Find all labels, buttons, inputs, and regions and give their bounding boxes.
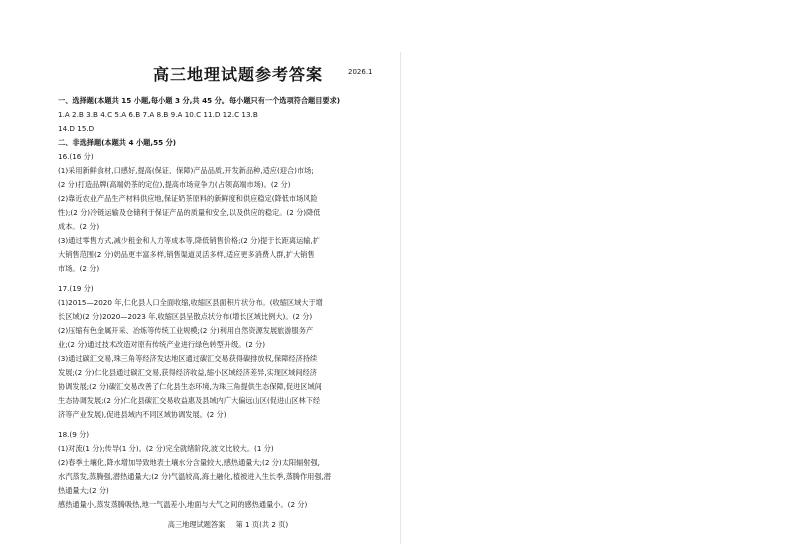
exam-date: 2026.1 xyxy=(348,68,373,76)
answer-line: 市场。(2 分) xyxy=(58,264,100,273)
answer-sheet-page xyxy=(58,52,398,544)
answer-line: (1)2015—2020 年,仁化县人口全面收缩,收缩区县面积片状分布。(收缩区域大于增 xyxy=(58,298,323,307)
page-number: 第 1 页(共 2 页) xyxy=(235,520,289,529)
question-number: 18.(9 分) xyxy=(58,430,90,439)
answer-line: 生态协调发展;(2 分)仁化县碳汇交易收益惠及县域内广大偏远山区(促进山区林下经 xyxy=(58,396,321,405)
question-number: 17.(19 分) xyxy=(58,284,94,293)
answer-line: (2)靠近农业产品生产材料供应地,保证奶茶原料的新鲜度和供应稳定(降低市场风险 xyxy=(58,194,318,203)
answer-line: 协调发展;(2 分)碳汇交易改善了仁化县生态环境,为珠三角提供生态保障,促进区域间 xyxy=(58,382,322,391)
answer-line: 长区域)(2 分)2020—2023 年,收缩区县呈散点状分布(增长区域比例大)。(2 分) xyxy=(58,312,313,321)
answer-line: 热通量大;(2 分) xyxy=(58,486,109,495)
answer-line: 成本。(2 分) xyxy=(58,222,100,231)
answer-line: (3)通过零售方式,减少租金和人力等成本等,降低销售价格;(2 分)提于长距离运输,扩 xyxy=(58,236,320,245)
answer-line: 水汽蒸发,蒸腾强,潜热通量大;(2 分)气温较高,海土融化,植被进入生长季,蒸腾作用强,潜 xyxy=(58,472,331,481)
answer-line: (1)对流(1 分);传导(1 分)。(2 分)完全就绪阶段,波文比较大。(1 分) xyxy=(58,444,274,453)
answer-line: 14.D 15.D xyxy=(58,124,95,133)
blank-facing-page xyxy=(400,52,781,544)
section-heading: 二、非选择题(本题共 4 小题,55 分) xyxy=(58,138,177,147)
section-heading: 一、选择题(本题共 15 小题,每小题 3 分,共 45 分。每小题只有一个选项符合题目要求) xyxy=(58,96,341,105)
answer-line: (2)压缩有色金属开采、冶炼等传统工业规模;(2 分)利用自然资源发展旅游服务产 xyxy=(58,326,314,335)
answer-line: (2)春季土壤化,降水增加导致地表土壤水分含量较大,感热通量大;(2 分)太阳辐射强, xyxy=(58,458,320,467)
answer-line: (2 分)打造品牌(高端奶茶的定位),提高市场竞争力(占领高端市场)。(2 分) xyxy=(58,180,291,189)
answer-line: (1)采用新鲜食材,口感好,提高(保证、保障)产品品质,开发新品种,适应(迎合)市场; xyxy=(58,166,314,175)
page-title: 高三地理试题参考答案 xyxy=(152,65,323,84)
answer-line: 感热通量小,蒸发蒸腾吸热,地一气温差小,地面与大气之间的感热通量小。(2 分) xyxy=(58,500,308,509)
answer-line: 发展;(2 分)仁化县通过碳汇交易,获得经济收益,缩小区域经济差异,实现区域间经济 xyxy=(58,368,317,377)
answer-line: (3)通过碳汇交易,珠三角等经济发达地区通过碳汇交易获得碳排放权,保障经济持续 xyxy=(58,354,318,363)
header xyxy=(58,62,398,86)
answer-line: 业;(2 分)通过技术改造对原有传统产业进行绿色转型升级。(2 分) xyxy=(58,340,266,349)
page-footer xyxy=(58,520,398,530)
answer-line: 性);(2 分)冷链运输及仓储利于保证产品的质量和安全,以及供应的稳定。(2 分)降低 xyxy=(58,208,321,217)
question-number: 16.(16 分) xyxy=(58,152,94,161)
answer-line: 大销售范围(2 分)奶品更丰富多样,销售渠道灵活多样,适应更多消费人群,扩大销售 xyxy=(58,250,315,259)
answer-line: 济等产业发展),促进县域内不同区域协调发展。(2 分) xyxy=(58,410,227,419)
footer-label: 高三地理试题答案 xyxy=(167,520,226,529)
answer-line: 1.A 2.B 3.B 4.C 5.A 6.B 7.A 8.B 9.A 10.C 11.D 12.C 13.B xyxy=(58,110,258,119)
